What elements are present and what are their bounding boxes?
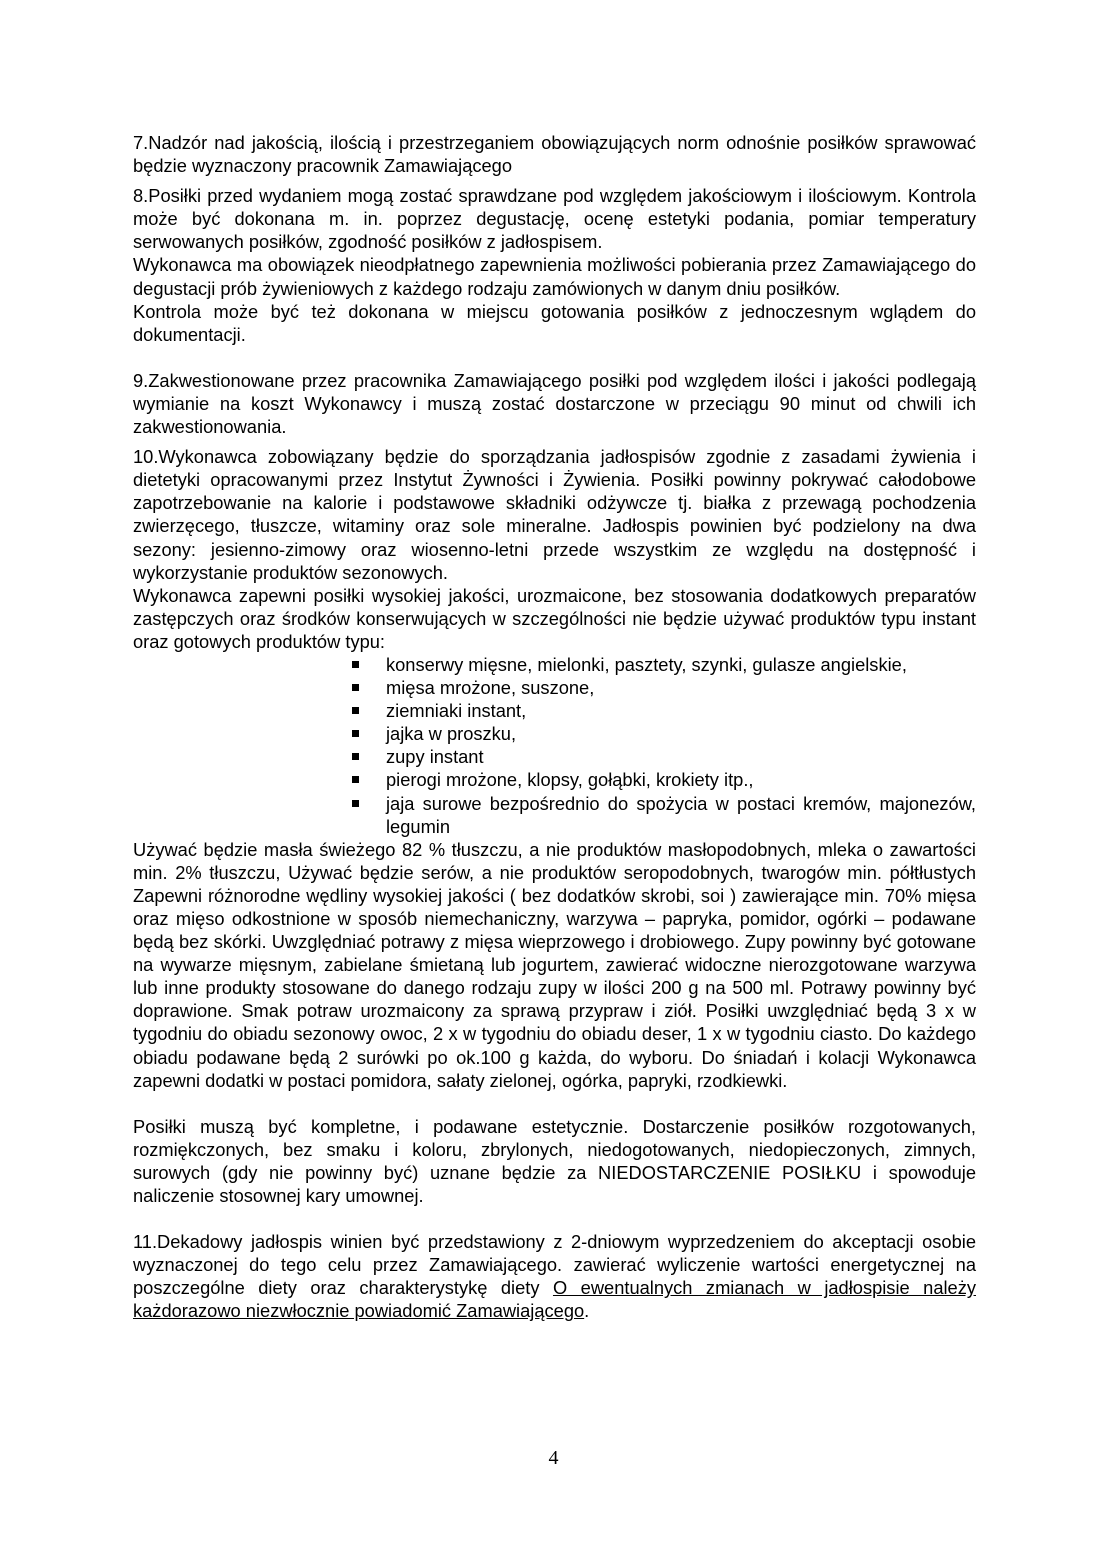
paragraph-8: 8.Posiłki przed wydaniem mogą zostać sprawdzane pod względem jakościowym i ilościowym. Kontrola może być dokonana m. in. poprzez degustację, ocenę estetyki podania, pomiar temperatury serwowanych posiłków, zgodność posiłków z jadłospisem. [133, 185, 976, 253]
list-item: konserwy mięsne, mielonki, pasztety, szynki, gulasze angielskie, [352, 653, 976, 676]
paragraph-10-quality: Wykonawca zapewni posiłki wysokiej jakości, urozmaicone, bez stosowania dodatkowych preparatów zastępczych oraz środków konserwujących w szczególności nie będzie używać produktów typu instant oraz gotowych produktów typu: [133, 584, 976, 652]
square-bullet-icon [352, 661, 359, 668]
paragraph-7: 7.Nadzór nad jakością, ilością i przestrzeganiem obowiązujących norm odnośnie posiłków sprawować będzie wyznaczony pracownik Zamawiającego [133, 132, 976, 177]
paragraph-9: 9.Zakwestionowane przez pracownika Zamawiającego posiłki pod względem ilości i jakości podlegają wymianie na koszt Wykonawcy i muszą zostać dostarczone w przeciągu 90 minut od chwili ich zakwestionowania. [133, 369, 976, 438]
square-bullet-icon [352, 730, 359, 737]
paragraph-11: 11.Dekadowy jadłospis winien być przedstawiony z 2-dniowym wyprzedzeniem do akceptacji osobie wyznaczonej do tego celu przez Zamawiającego. zawierać wyliczenie wartości energetycznej na poszczególne diety oraz charakterystykę diety O ewentualnych zmianach w jadłospisie należy każdorazowo niezwłocznie powiadomić Zamawiającego. [133, 1231, 976, 1322]
page-number: 4 [548, 1447, 559, 1469]
paragraph-8-obligation: Wykonawca ma obowiązek nieodpłatnego zapewnienia możliwości pobierania przez Zamawiającego do degustacji prób żywieniowych z każdego rodzaju zamówionych w danym dniu posiłków. [133, 254, 976, 299]
paragraph-10: 10.Wykonawca zobowiązany będzie do sporządzania jadłospisów zgodnie z zasadami żywienia i dietetyki opracowanymi przez Instytut Żywności i Żywienia. Posiłki powinny pokrywać całodobowe zapotrzebowanie na kalorie i podstawowe składniki odżywcze tj. białka z przewagą pochodzenia zwierzęcego, tłuszcze, witaminy oraz sole mineralne. Jadłospis powinien być podzielony na dwa sezony: jesienno-zimowy oraz wiosenno-letni przede wszystkim ze względu na dostępność i wykorzystanie produktów sezonowych. [133, 446, 976, 583]
list-item: zupy instant [352, 745, 976, 768]
square-bullet-icon [352, 800, 359, 807]
list-item: pierogi mrożone, klopsy, gołąbki, krokiety itp., [352, 768, 976, 791]
underlined-notice: O ewentualnych zmianach w jadłospisie należy każdorazowo niezwłocznie powiadomić Zamawiającego [133, 1277, 976, 1322]
paragraph-10-ingredients: Używać będzie masła świeżego 82 % tłuszczu, a nie produktów masłopodobnych, mleka o zawartości min. 2% tłuszczu, Używać będzie serów, a nie produktów seropodobnych, twarogów min. półtłustych Zapewni różnorodne wędliny wysokiej jakości ( bez dodatków skrobi, soi ) zawierające min. 70% mięsa oraz mięso odkostnione w sposób niemechaniczny, warzywa – papryka, pomidor, ogórki – podawane będą bez skórki. Uwzględniać potrawy z mięsa wieprzowego i drobiowego. Zupy powinny być gotowane na wywarze mięsnym, zabielane śmietaną lub jogurtem, zawierać widoczne nierozgotowane warzywa lub inne produkty stosowane do danego rodzaju zupy w ilości 200 g na 500 ml. Potrawy powinny być doprawione. Smak potraw urozmaicony za sprawą przypraw i ziół. Posiłki uwzględniać będą 3 x w tygodniu do obiadu sezonowy owoc, 2 x w tygodniu do obiadu deser, 1 x w tygodniu ciasto. Do każdego obiadu podawane będą 2 surówki po ok.100 g każda, do wyboru. Do śniadań i kolacji Wykonawca zapewni dodatki w postaci pomidora, sałaty zielonej, ogórka, papryki, rzodkiewki. [133, 838, 976, 1091]
square-bullet-icon [352, 753, 359, 760]
document-page [133, 131, 976, 1323]
square-bullet-icon [352, 684, 359, 691]
list-item: ziemniaki instant, [352, 699, 976, 722]
list-item: jaja surowe bezpośrednio do spożycia w postaci kremów, majonezów, legumin [352, 792, 976, 838]
square-bullet-icon [352, 776, 359, 783]
paragraph-10-completeness: Posiłki muszą być kompletne, i podawane estetycznie. Dostarczenie posiłków rozgotowanych, rozmiękczonych, bez smaku i koloru, zbrylonych, niedogotowanych, niedopieczonych, zimnych, surowych (gdy nie powinny być) uznane będzie za NIEDOSTARCZENIE POSIŁKU i spowoduje naliczenie stosownej kary umownej. [133, 1115, 976, 1207]
excluded-products-list [133, 653, 976, 838]
list-item: jajka w proszku, [352, 722, 976, 745]
paragraph-8-control: Kontrola może być też dokonana w miejscu gotowania posiłków z jednoczesnym wglądem do dokumentacji. [133, 300, 976, 345]
square-bullet-icon [352, 707, 359, 714]
list-item: mięsa mrożone, suszone, [352, 676, 976, 699]
